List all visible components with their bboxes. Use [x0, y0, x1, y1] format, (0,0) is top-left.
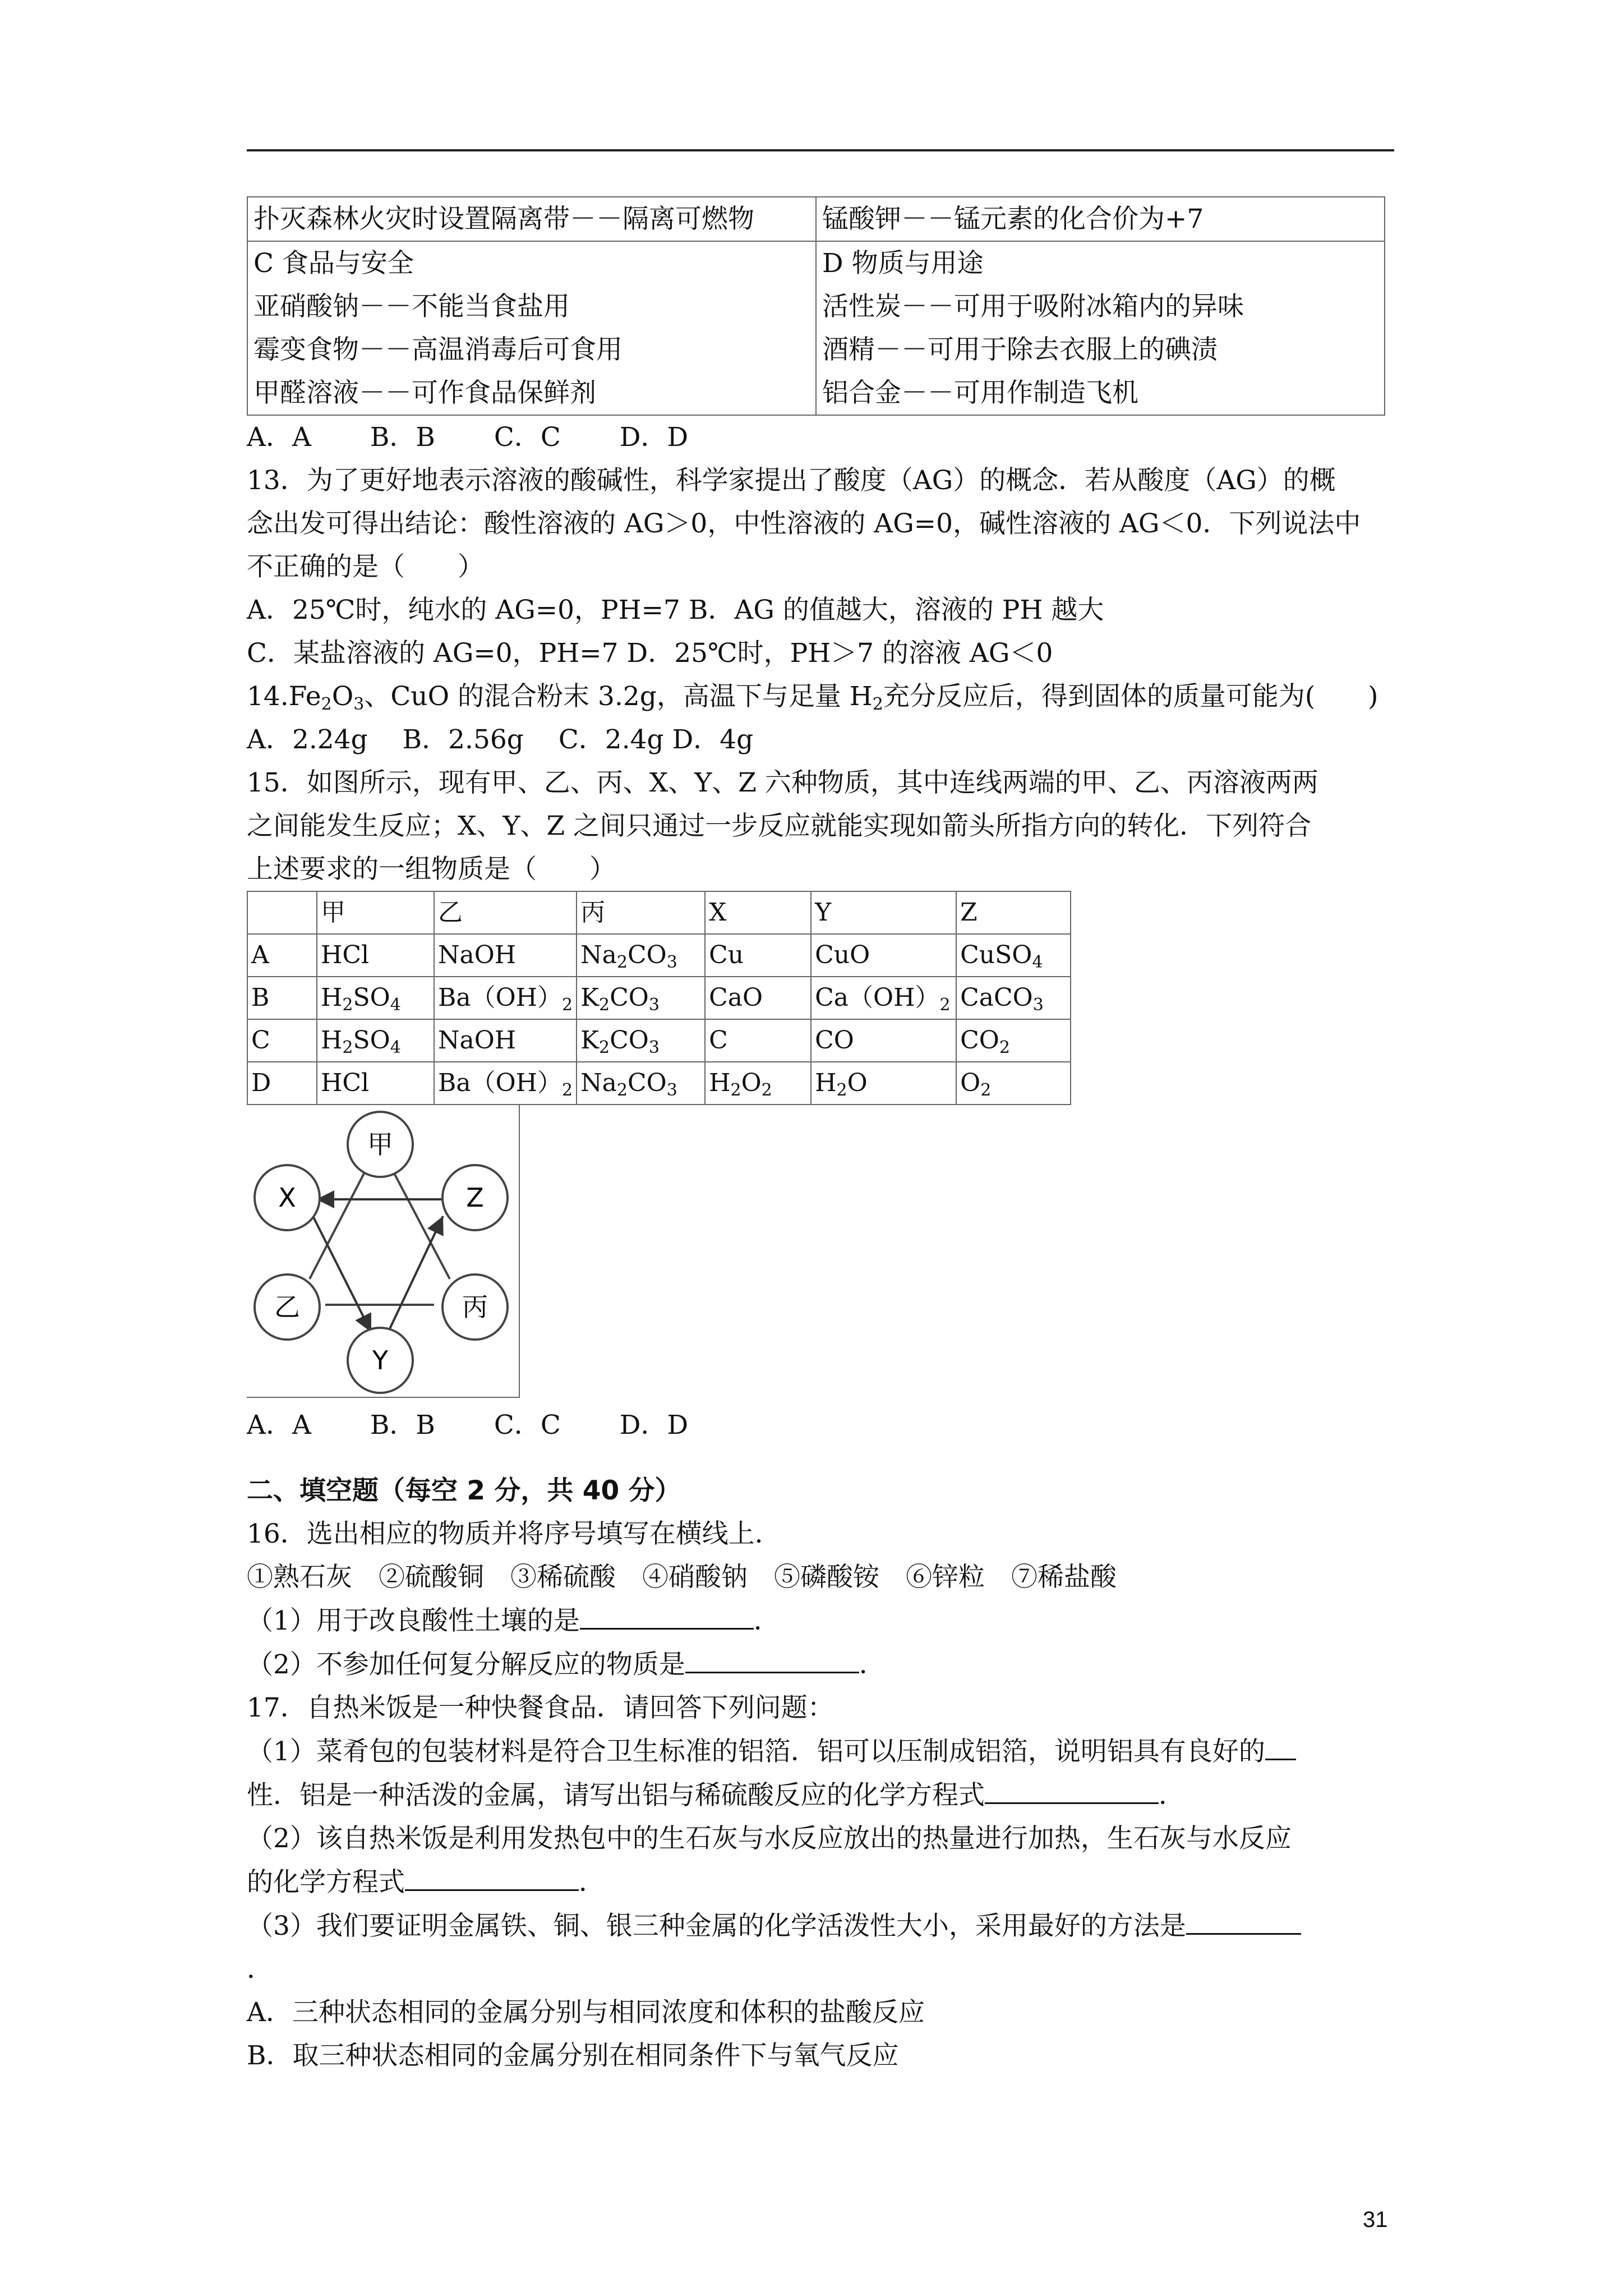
option-c: C．C	[494, 422, 561, 453]
q17-p3-text: （3）我们要证明金属铁、铜、银三种金属的化学活泼性大小，采用最好的方法是	[247, 1911, 1186, 1941]
q16-sub2-text: （2）不参加任何复分解反应的物质是	[247, 1649, 685, 1680]
formula-cell: HCl	[317, 934, 434, 977]
header-cell: X	[705, 891, 811, 934]
reaction-diagram	[247, 1105, 520, 1398]
header-cell: 甲	[317, 891, 434, 934]
formula-cell: $Ba(OH)_2$	[434, 977, 577, 1019]
table-row	[247, 197, 1385, 241]
q15-table	[247, 891, 1071, 1105]
q17-p2: （2）该自热米饭是利用发热包中的生石灰与水反应放出的热量进行加热，生石灰与水反应	[247, 1823, 1292, 1854]
formula-cell: NaOH	[434, 934, 577, 977]
formula-cell: CO	[811, 1019, 956, 1062]
q15-line: 之间能发生反应；X、Y、Z 之间只通过一步反应就能实现如箭头所指方向的转化．下列符合	[247, 811, 1312, 841]
node-label: 丙	[462, 1292, 488, 1322]
header-cell: 丙	[577, 891, 705, 934]
formula-cell: $Na_2CO_3$	[577, 934, 705, 977]
q12-cell-line: 酒精－－可用于除去衣服上的碘渍	[822, 334, 1218, 365]
q17-p3	[247, 1904, 1396, 1948]
header-cell	[247, 891, 317, 934]
formula-cell: $Ca(OH)_2$	[811, 977, 956, 1019]
q16-stem: 16．选出相应的物质并将序号填写在横线上．	[247, 1519, 781, 1549]
q16-sub2	[247, 1642, 1396, 1686]
q12-cell-line: 亚硝酸钠－－不能当食盐用	[253, 291, 570, 322]
reaction-diagram-svg	[247, 1105, 519, 1397]
answer-blank[interactable]	[405, 1860, 579, 1891]
subscript: 2	[872, 694, 883, 714]
formula-cell: $H_2O_2$	[705, 1062, 811, 1105]
q12-cell-line: 霉变食物－－高温消毒后可食用	[253, 334, 623, 365]
q15-line: 15．如图所示，现有甲、乙、丙、X、Y、Z 六种物质，其中连线两端的甲、乙、丙溶液两两	[247, 767, 1318, 798]
formula-cell: $O_2$	[956, 1062, 1071, 1105]
q14-number: 14.	[247, 681, 289, 712]
q16-sub1-text: （1）用于改良酸性土壤的是	[247, 1605, 580, 1636]
q14-text: 、CuO 的混合粉末 3.2g，高温下与足量 H	[364, 681, 873, 712]
q12-cell-line: D 物质与用途	[822, 248, 984, 279]
q17-p3b: ．	[247, 1954, 273, 1985]
formula-cell: $Na_2CO_3$	[577, 1062, 705, 1105]
q17-p2b-text: 的化学方程式	[247, 1867, 405, 1898]
formula-part: O	[331, 681, 354, 712]
formula-part: Fe	[288, 681, 321, 712]
q15-line: 上述要求的一组物质是（ ）	[247, 854, 616, 885]
period: ．	[1159, 1780, 1185, 1811]
table-row	[247, 934, 1071, 977]
spacer	[247, 1447, 1396, 1469]
q14-stem	[247, 675, 1396, 718]
q17-p1b-text: 性．铝是一种活泼的金属，请写出铝与稀硫酸反应的化学方程式	[247, 1780, 985, 1811]
q17-stem: 17．自热米饭是一种快餐食品．请回答下列问题：	[247, 1692, 834, 1723]
page-content	[247, 196, 1396, 2077]
formula-cell: $CO_2$	[956, 1019, 1071, 1062]
formula-cell: $K_2CO_3$	[577, 1019, 705, 1062]
subscript: 3	[353, 694, 365, 714]
formula-cell: CuSO$_4$	[956, 934, 1071, 977]
q17-p1-text: （1）菜肴包的包装材料是符合卫生标准的铝箔．铝可以压制成铝箔，说明铝具有良好的	[247, 1736, 1265, 1767]
section-heading: 二、填空题（每空 2 分，共 40 分）	[247, 1475, 681, 1506]
header-cell: Z	[956, 891, 1071, 934]
q16-substances: ①熟石灰 ②硫酸铜 ③稀硫酸 ④硝酸钠 ⑤磷酸铵 ⑥锌粒 ⑦稀盐酸	[247, 1562, 1117, 1593]
q15-options	[247, 1404, 1396, 1447]
q12-cell-line: 铝合金－－可用作制造飞机	[822, 378, 1138, 408]
option-d: D．D	[619, 422, 689, 453]
q12-cell-line: C 食品与安全	[253, 248, 414, 279]
q13-options-cd: C．某盐溶液的 AG=0，PH=7 D．25℃时，PH＞7 的溶液 AG＜0	[247, 638, 1053, 669]
row-key-cell: C	[247, 1019, 317, 1062]
answer-blank[interactable]	[1265, 1729, 1296, 1760]
header-rule	[247, 149, 1394, 151]
table-row	[247, 1019, 1071, 1062]
period: ．	[859, 1649, 886, 1680]
q17-option-b: B．取三种状态相同的金属分别在相同条件下与氧气反应	[247, 2040, 899, 2071]
row-key-cell: B	[247, 977, 317, 1019]
formula-cell: $H_2SO_4$	[317, 1019, 434, 1062]
option-a: A．A	[247, 422, 311, 453]
table-row	[247, 241, 1385, 415]
row-key-cell: D	[247, 1062, 317, 1105]
node-label: 甲	[367, 1129, 393, 1159]
formula-cell: $H_2O$	[811, 1062, 956, 1105]
formula-cell: CuO	[811, 934, 956, 977]
formula-cell: $H_2SO_4$	[317, 977, 434, 1019]
q12-cell-line: 甲醛溶液－－可作食品保鲜剂	[253, 378, 596, 408]
node-label: 乙	[274, 1292, 300, 1322]
formula-cell: $Ba(OH)_2$	[434, 1062, 577, 1105]
q17-option-a: A．三种状态相同的金属分别与相同浓度和体积的盐酸反应	[247, 1997, 925, 2028]
header-cell: 乙	[434, 891, 577, 934]
q13-options-ab: A．25℃时，纯水的 AG=0，PH=7 B．AG 的值越大，溶液的 PH 越大	[247, 595, 1104, 625]
q12-cell: 扑灭森林火灾时设置隔离带－－隔离可燃物	[247, 197, 816, 241]
q12-options	[247, 416, 1396, 459]
option-c: C．C	[494, 1410, 561, 1441]
q13-line: 13．为了更好地表示溶液的酸碱性，科学家提出了酸度（AG）的概念．若从酸度（AG）的概	[247, 465, 1336, 496]
q12-cell	[816, 241, 1385, 415]
q17-p1	[247, 1729, 1396, 1773]
option-b: B．B	[370, 422, 435, 453]
q14-text: 充分反应后，得到固体的质量可能为( )	[883, 681, 1378, 712]
formula-cell: C	[705, 1019, 811, 1062]
table-row	[247, 977, 1071, 1019]
formula-cell: $K_2CO_3$	[577, 977, 705, 1019]
formula-cell: Cu	[705, 934, 811, 977]
period: ．	[753, 1605, 780, 1636]
table-header-row	[247, 891, 1071, 934]
answer-blank[interactable]	[985, 1773, 1159, 1804]
subscript: 2	[321, 694, 332, 714]
formula-cell: HCl	[317, 1062, 434, 1105]
answer-blank[interactable]	[685, 1642, 859, 1673]
q13-line: 不正确的是（ ）	[247, 551, 484, 582]
formula-cell: NaOH	[434, 1019, 577, 1062]
option-b: B．B	[370, 1410, 435, 1441]
q12-cell-line: 活性炭－－可用于吸附冰箱内的异味	[822, 291, 1244, 322]
period: ．	[579, 1867, 605, 1898]
header-cell: Y	[811, 891, 956, 934]
formula-cell: CaO	[705, 977, 811, 1019]
q16-sub1	[247, 1599, 1396, 1642]
option-d: D．D	[619, 1410, 689, 1441]
q17-p2b	[247, 1860, 1396, 1904]
node-label: Y	[372, 1345, 389, 1375]
q12-table	[247, 196, 1385, 416]
arrow-x-to-y	[313, 1216, 371, 1332]
page-number: 31	[1363, 2207, 1388, 2232]
table-row	[247, 1062, 1071, 1105]
q13-line: 念出发可得出结论：酸性溶液的 AG＞0，中性溶液的 AG=0，碱性溶液的 AG＜0．下列说法中	[247, 508, 1361, 539]
answer-blank[interactable]	[1186, 1904, 1301, 1935]
node-label: X	[278, 1182, 296, 1213]
q12-cell: 锰酸钾－－锰元素的化合价为+7	[816, 197, 1385, 241]
row-key-cell: A	[247, 934, 317, 977]
q12-cell	[247, 241, 816, 415]
arrow-y-to-z	[388, 1216, 443, 1332]
option-a: A．A	[247, 1410, 311, 1441]
formula-cell: CaCO$_3$	[956, 977, 1071, 1019]
answer-blank[interactable]	[580, 1599, 754, 1630]
q17-p1b	[247, 1773, 1396, 1817]
node-label: Z	[466, 1182, 484, 1213]
q14-options: A．2.24g B．2.56g C．2.4g D．4g	[247, 724, 754, 755]
